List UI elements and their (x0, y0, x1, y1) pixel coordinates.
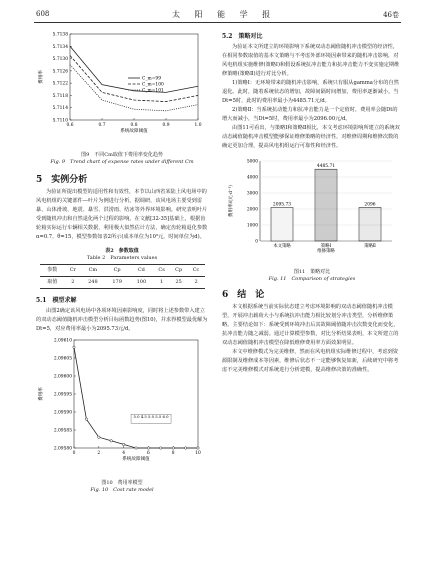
fig11-caption-cn: 图11 策略对比 (293, 269, 331, 275)
y-tick-label: 5.7122 (52, 81, 68, 87)
series-line (70, 56, 198, 102)
data-point (98, 436, 100, 438)
table2-title-cn: 表2 参数取值 (105, 248, 139, 254)
data-point (85, 418, 87, 420)
right-column (222, 30, 402, 375)
y-tick-label: 2000 (246, 207, 258, 213)
data-point (184, 447, 186, 449)
x-tick-label: 8 (171, 451, 175, 456)
table-cell: 2 (188, 277, 205, 289)
figure-9-chart (36, 30, 208, 148)
table-cell: 100 (129, 277, 153, 289)
data-point (147, 447, 149, 449)
y-tick-label: 5.7114 (52, 106, 68, 112)
x-tick-label: 0.9 (162, 123, 170, 128)
section-5-title: 5 实例分析 (36, 175, 88, 185)
table-header-cell: Cp (170, 265, 188, 277)
x-category-label: 策略Ⅰ (320, 244, 332, 249)
section-6-title: 6 结 论 (222, 290, 265, 300)
table-header-cell: Cc (188, 265, 205, 277)
legend-label: C_m=101 (142, 88, 164, 94)
y-tick-label: 2.09605 (53, 356, 72, 362)
y-tick-label: 1000 (246, 223, 258, 229)
legend-label: C_m=99 (142, 76, 161, 82)
y-axis-label: 费用率 (39, 70, 44, 84)
data-point (197, 447, 199, 449)
fig10-caption-en: Fig. 10 Cost rate model (90, 487, 154, 493)
y-tick-label: 5.7134 (52, 44, 68, 50)
section-5-2-p4: 由图11可看出，与策略Ⅰ和策略Ⅱ相比，本文考虑环境影响所建立的系统双动态阈值随机冲击模型能够保证维修策略的经济性，对维修周期和维修次数的确定更加合理，提高风电机组运行可靠性和经济性。 (222, 125, 400, 149)
x-tick-label: 4 (122, 451, 125, 456)
section-5-2-p2: 1)策略Ⅰ：无环境带来的随机冲击影响，系统只有服从gamma分布的自然退化。此时，随着系统状态的增加，故障间隔时间增加，费用率逐渐减小。当Dt=5时，此时的费用率最小为4485.71元/d。 (222, 80, 399, 104)
data-point (160, 447, 162, 449)
x-tick-label: 0 (72, 451, 76, 456)
y-tick-label: 2.09595 (53, 392, 72, 398)
y-tick-label: 0 (255, 239, 258, 245)
fig11-caption-en: Fig. 11 Comparison of strategies (268, 276, 356, 282)
page-header (0, 0, 427, 30)
table-header-cell: Cp (105, 265, 129, 277)
table-header-cell: 参数 (40, 265, 65, 277)
y-tick-label: 2.09590 (53, 410, 72, 416)
data-point (122, 443, 124, 445)
journal-title: 太 阳 能 学 报 (172, 10, 277, 19)
x-category-label: 策略Ⅱ (364, 244, 376, 249)
table-header-cell: Cs (153, 265, 169, 277)
y-tick-label: 5.7130 (52, 57, 68, 63)
header-rule (34, 22, 401, 23)
table-cell: 248 (81, 277, 105, 289)
table-header-cell: Cm (81, 265, 105, 277)
table-cell: 2 (65, 277, 81, 289)
series-line (74, 347, 198, 448)
data-point (172, 447, 174, 449)
x-axis-label: 系统故障阈值 (122, 457, 150, 462)
figure-10-chart (36, 336, 208, 476)
y-tick-label: 5.7138 (52, 32, 68, 38)
fig10-caption-cn: 图10 费用率模型 (101, 480, 143, 486)
y-tick-label: 2.09600 (53, 374, 72, 380)
bar (271, 207, 293, 241)
x-category-label: 本文策略 (273, 244, 291, 249)
y-tick-label: 4000 (246, 175, 258, 181)
table2-title-en: Table 2 Parameters values (86, 255, 158, 261)
series-line (70, 65, 198, 111)
left-column (36, 30, 208, 494)
zoom-inset-label: 5.0 4.5 5.0 5.5 6.0 (133, 414, 169, 420)
section-5-2-title: 5.2 策略对比 (222, 33, 263, 40)
table-header-cell: Cr (65, 265, 81, 277)
plot-frame (74, 340, 198, 448)
section-5-2-p1: 为验证本文所建立的环境影响下系统双动态阈值随机冲击模型的经济性，在相同参数取值的基本文策略与不考虑外部环境因素带来的随机冲击影响，对风电机组实施维修(策略Ⅰ)和假设系统抗冲击能力和抗冲击能力不变实施定期维修策略(策略Ⅱ)进行对比分析。 (222, 44, 400, 77)
x-tick-label: 0.6 (66, 123, 74, 128)
bar-value-label: 2095.73 (272, 202, 292, 208)
bar-value-label: 4485.71 (316, 164, 336, 170)
x-category-label: 维修策略 (317, 249, 335, 254)
table-cell: 179 (105, 277, 129, 289)
table-header-cell: Cd (129, 265, 153, 277)
y-tick-label: 2.09580 (53, 446, 72, 452)
x-tick-label: 0.8 (130, 123, 138, 128)
x-tick-label: 1.0 (194, 123, 202, 128)
table-cell: 25 (170, 277, 188, 289)
section-5-paragraph: 为验证所提出模型的适用性和有效性，本节以山西省某陆上风电场中的风电机组的关键部件—叶片为例进行分析。据调研，该风电场主要受到雷暴、山体滑坡、地震、暴雪、洪涝雨、结冰等外界环境影响。研究表明叶片受到随机冲击和自然退化两个过程的影响。在文献[32-35]基础上，根据齿轮箱实际运行车辆相关数据，利用极大似然估计方法，确定齿轮箱退化参数α=0.7，θ=15，模型参数如表2所示(成本单位为10³元，时间单位为d)。 (36, 189, 208, 240)
page-number: 608 (36, 10, 50, 18)
volume-label: 46卷 (383, 11, 399, 19)
data-point (110, 440, 112, 442)
x-tick-label: 2 (97, 451, 101, 456)
x-axis-label: 系统故障阈值 (120, 129, 148, 134)
plot-frame (70, 34, 198, 120)
y-tick-label: 5000 (246, 159, 258, 165)
series-line (70, 46, 198, 92)
y-tick-label: 5.7110 (52, 118, 68, 124)
section-6-p2: 本文中维修模式为完美维修，然而在风电机组实际维修过程中，考虑到资源限制及维修成本等因素，维修后状态不一定能够恢复如新，后续研究中将考虑不完美维修模式对系统进行分析建模，提高维修决策的准确性。 (222, 349, 399, 373)
y-tick-label: 5.7126 (52, 69, 68, 75)
x-tick-label: 6 (147, 451, 150, 456)
table-cell: 1 (153, 277, 169, 289)
y-tick-label: 2.09585 (53, 428, 72, 434)
bar (359, 207, 381, 241)
data-point (135, 447, 137, 449)
parameters-table (40, 264, 205, 289)
y-tick-label: 5.7118 (52, 93, 68, 99)
bar-value-label: 2096 (364, 202, 376, 208)
y-tick-label: 2.09610 (53, 338, 72, 344)
x-tick-label: 0.7 (98, 123, 106, 128)
section-6-p1: 本文根据系统当前实际状态建立考虑环境影响的双动态阈值随机冲击模型，开展冲击载荷大小与系统抗冲击能力相比较划分冲击类型，分析维修策略。主要结论如下：系统受到环境冲击后其故障阈值随冲击次数变化而变化，抗冲击能力随之减弱。通过计算模型参数，对比分析结果表明，本文所建立的双动态阈值随机冲击模型在降低维修费用率方面效果明显。 (222, 304, 399, 346)
y-axis-label: 费用率 (39, 387, 44, 401)
section-5-1-paragraph: 由图2确定该风电场中各项环境因素影响度，同时将上述参数带入建立的双动态阈值随机冲击模型分析目标函数趋势(图10)，并求得模型最优解为Dt=5，对应费用率最小为2095.73元/d。 (36, 308, 208, 332)
data-point (73, 346, 75, 348)
y-tick-label: 3000 (246, 191, 258, 197)
legend-label: C_m=100 (142, 82, 164, 88)
section-5-2-p3: 2)策略Ⅱ：当系统抗动能力和抗冲击能力是一个定值时，费用率会随Dt的增大而减小，当Dt=5时，费用率最小为2096.00元/d。 (222, 107, 398, 122)
figure-11-chart (222, 155, 402, 265)
section-5-1-title: 5.1 模型求解 (36, 297, 77, 304)
y-axis-label: 费用率/(元·d⁻¹) (229, 184, 234, 218)
fig9-caption-cn: 图9 不同Cm取值下费用率变化趋势 (81, 152, 163, 158)
table-cell: 取值 (40, 277, 65, 289)
bar (315, 169, 337, 241)
x-tick-label: 10 (195, 451, 201, 456)
fig9-caption-en: Fig. 9 Trend chart of expense rates under different Cm (50, 159, 194, 165)
